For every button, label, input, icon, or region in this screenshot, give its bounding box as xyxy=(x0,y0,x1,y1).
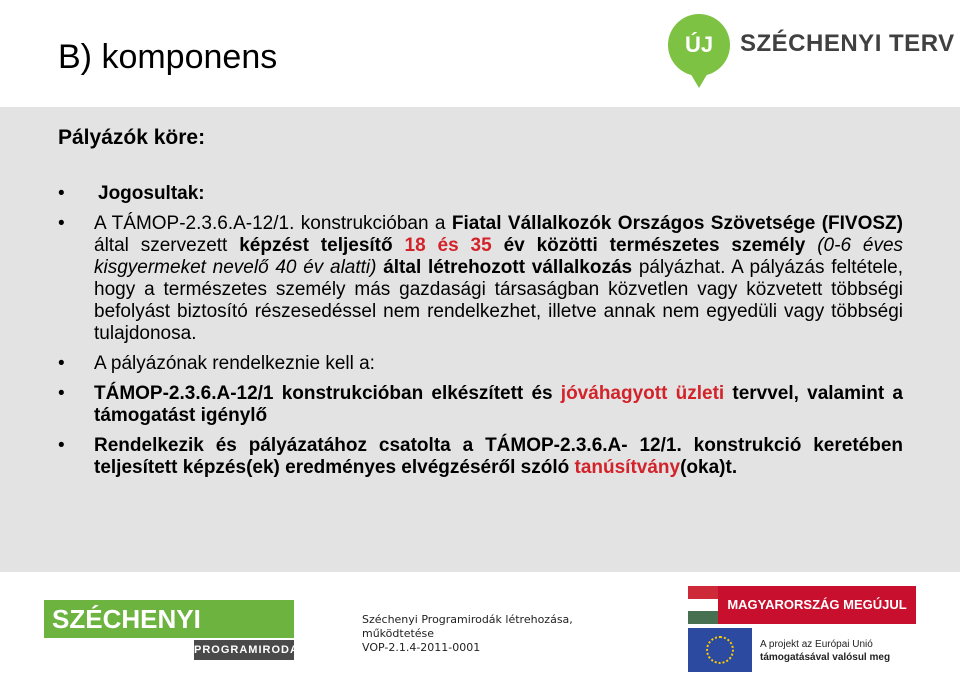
bold-span: Rendelkezik és pályázatához csatolta a TÁMOP-2.3.6.A- 12/1. konstrukció keretében teljesített képzés(ek) eredményes elvégzéséről szóló xyxy=(94,435,903,478)
text-span: A TÁMOP-2.3.6.A-12/1. konstrukcióban a xyxy=(94,213,452,234)
eu-flag-icon xyxy=(688,628,752,672)
mm-banner: MAGYARORSZÁG MEGÚJUL xyxy=(718,586,916,624)
bold-span: tervvel, valamint a támogatást igénylő xyxy=(94,383,903,426)
bold-span: képzést teljesítő xyxy=(239,235,393,256)
bold-span: Fiatal Vállalkozók Országos Szövetsége (FIVOSZ) xyxy=(451,213,903,234)
logo-text: SZÉCHENYI TERV xyxy=(740,30,955,57)
uj-szechenyi-terv-logo xyxy=(660,12,955,96)
text-span xyxy=(667,383,675,404)
footer-line: VOP-2.1.4-2011-0001 xyxy=(362,641,481,654)
bullet-list xyxy=(58,183,903,487)
text-span xyxy=(393,235,405,256)
red-bold-span: jóváhagyott xyxy=(560,383,668,404)
red-bold-span: 18 és 35 xyxy=(404,235,492,256)
eu-line: A projekt az Európai Unió xyxy=(760,639,873,650)
eu-line: támogatásával valósul meg xyxy=(760,652,891,663)
bullet-eligibility xyxy=(58,213,903,345)
bullet-jogosultak-text: Jogosultak: xyxy=(98,183,205,204)
text-span xyxy=(492,235,504,256)
red-bold-span: tanúsítvány xyxy=(574,457,681,478)
footer-line: Széchenyi Programirodák létrehozása, xyxy=(362,613,573,626)
magyarorszag-megujul-logo xyxy=(688,586,916,624)
hungarian-flag-icon xyxy=(688,586,718,624)
uj-badge-icon: ÚJ xyxy=(668,14,730,76)
bullet-jogosultak xyxy=(58,183,903,205)
bullet-certificate xyxy=(58,435,903,479)
text-span: által szervezett xyxy=(94,235,240,256)
bullet-requirements xyxy=(58,353,903,375)
eu-support-logo xyxy=(688,628,948,672)
bullet-requirements-text: A pályázónak rendelkeznie kell a: xyxy=(94,353,375,374)
bold-span: által létrehozott vállalkozás xyxy=(383,257,633,278)
szechenyi-programiroda-logo xyxy=(44,600,299,662)
italic-span: (0-6 éves kisgyermeket nevelő 40 év alatti) xyxy=(94,235,904,278)
section-subtitle: Pályázók köre: xyxy=(58,126,206,149)
red-bold-span: üzleti xyxy=(675,383,725,404)
bold-span: (oka)t. xyxy=(680,457,738,478)
bold-span: TÁMOP-2.3.6.A-12/1 konstrukcióban elkészített és xyxy=(94,383,561,404)
szechenyi-label: SZÉCHENYI xyxy=(44,600,294,638)
page-title: B) komponens xyxy=(58,38,278,76)
eu-support-text xyxy=(760,638,890,664)
text-span: pályázhat. A pályázás feltétele, hogy a természetes személy más gazdasági társaságban közvetlen vagy közvetett többségi befolyást biztosító részesedéssel nem rendelkezhet, illetve annak nem egyedüli vagy többségi tulajdonosa. xyxy=(94,257,904,344)
bold-span: év közötti természetes személy xyxy=(503,235,806,256)
footer-project-info xyxy=(362,613,573,655)
footer-line: működtetése xyxy=(362,627,435,640)
bullet-business-plan xyxy=(58,383,903,427)
programiroda-label: PROGRAMIRODA xyxy=(194,640,294,660)
